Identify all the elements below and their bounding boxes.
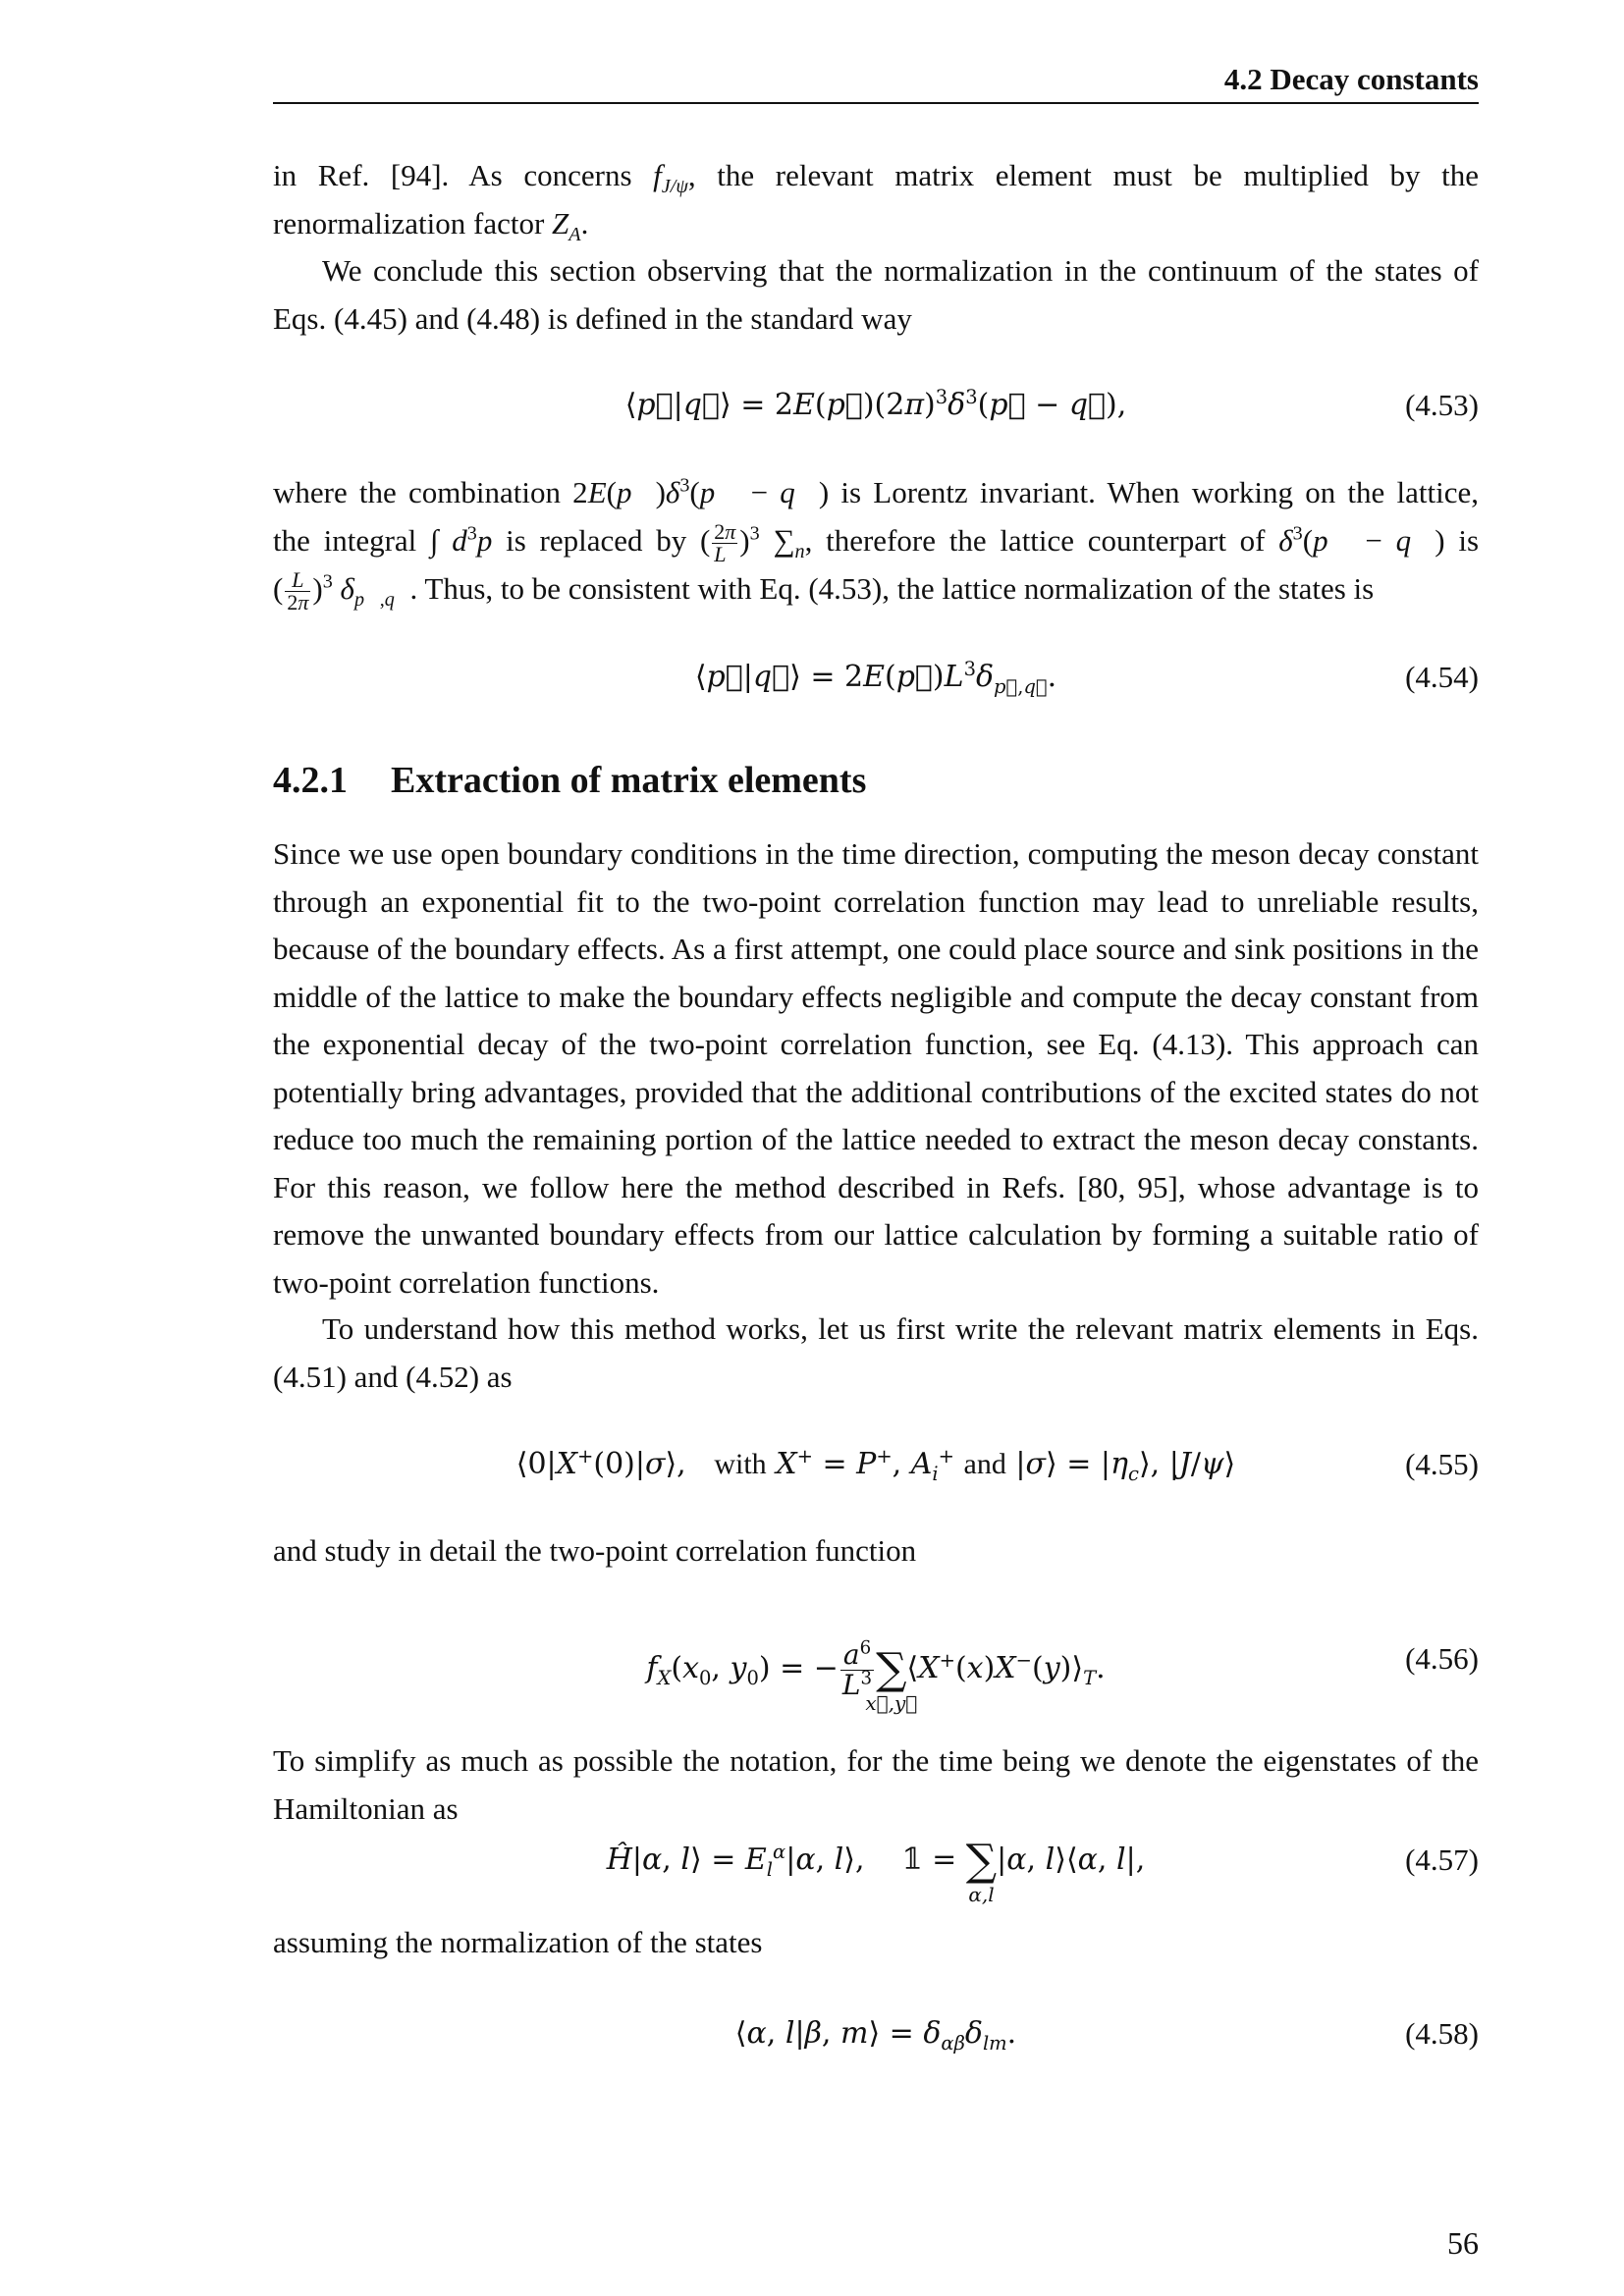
paragraph-3 <box>273 469 1479 614</box>
running-header: 4.2 Decay constants <box>273 57 1479 104</box>
equation-4-55-body: ⟨0|X+(0)|σ⟩, with X+ = P+, $A_i^+$ and |σ⟩ = $|\eta_c⟩$, |J/ψ⟩ <box>515 1445 1236 1485</box>
equation-4-58-body: ⟨α, l|β, m⟩ = $\delta_{\alpha\beta}\delta_{lm}$. <box>734 2016 1017 2055</box>
paragraph-1: in Ref. [94]. As concerns $f_{J/\psi}$, the relevant matrix element must be multiplied by the renormalization factor $Z_A$. <box>273 158 1479 245</box>
paragraph-3-line-2: the integral ∫ $d^3p$ is replaced by ( $\frac{2\pi}{L}$ )$^3$ $\sum_n$, therefore the lattice counterpart of $\delta^3(p⃗$ − q⃗) is <box>273 518 1480 566</box>
paragraph-2: We conclude this section observing that the normalization in the continuum of the states of Eqs. (4.45) and (4.48) is defined in the standard way <box>273 253 1479 336</box>
section-number: 4.2.1 <box>273 760 348 801</box>
paragraph-4: Since we use open boundary conditions in the time direction, computing the meson decay constant through an exponential fit to the two-point correlation function may lead to unreliable results, because of the boundary effects. As a first attempt, one could place source and sink positions in the middle of the lattice to make the boundary effects negligible and compute the decay constant from the exponential decay of the two-point correlation function, see Eq. (4.13). This approach can potentially bring advantages, provided that the additional contributions of the excited states do not reduce too much the remaining portion of the lattice needed to extract the meson decay constants. For this reason, we follow here the method described in Refs. [80, 95], whose advantage is to remove the unwanted boundary effects from our lattice calculation by forming a suitable ratio of two-point correlation functions. <box>273 836 1479 1300</box>
paragraph-6: and study in detail the two-point correlation function <box>273 1533 917 1568</box>
equation-number: (4.56) <box>1405 1641 1479 1676</box>
paragraph-8: assuming the normalization of the states <box>273 1925 763 1959</box>
equation-4-57-body: Ĥ|α, l⟩ = $E_l^\alpha|\alpha$, l⟩, 𝟙 = ∑ α,l |α, l⟩⟨α, l|, <box>606 1836 1146 1906</box>
equation-4-55 <box>273 1435 1479 1494</box>
equation-4-58 <box>273 2004 1479 2063</box>
equation-4-54 <box>273 648 1479 707</box>
equation-4-53-body: ⟨p⃗|q⃗⟩ = $2E(p⃗)(2\pi)^3\delta^3(p⃗$ − q⃗), <box>624 386 1127 422</box>
equation-4-56 <box>273 1625 1479 1713</box>
equation-4-54-body: ⟨p⃗|q⃗⟩ = $2E(p⃗)L^3\delta_{p⃗,q⃗}$. <box>694 658 1057 698</box>
paragraph-3-line-1: where the combination $2E(p⃗)\delta^3(p⃗$ − q⃗) is Lorentz invariant. When working on the lattice, <box>273 474 1479 509</box>
page-number: 56 <box>1447 2225 1479 2261</box>
equation-number: (4.55) <box>1405 1447 1479 1481</box>
summation: ∑ x⃗,y⃗ <box>865 1644 918 1715</box>
equation-number: (4.57) <box>1405 1842 1479 1877</box>
equation-4-56-body: $f_X(x_0$, $y_0$) = − $\frac{a^6}{L^3}$ ∑ x⃗,y⃗ $⟨X^+(x)X^-(y)⟩_T$. <box>646 1637 1106 1715</box>
equation-4-57 <box>273 1826 1479 1904</box>
section-title: Extraction of matrix elements <box>391 760 867 801</box>
equation-number: (4.54) <box>1405 660 1479 694</box>
equation-4-53 <box>273 376 1479 435</box>
paragraph-7: To simplify as much as possible the notation, for the time being we denote the eigenstates of the Hamiltonian as <box>273 1743 1479 1826</box>
section-heading <box>273 756 1479 805</box>
summation: ∑ α,l <box>965 1836 998 1906</box>
paragraph-3-line-3: ( $\frac{L}{2\pi}$ )$^3$ $\delta_{p⃗,q⃗}$. Thus, to be consistent with Eq. (4.53), the lattice normalization of the states is <box>273 567 1375 615</box>
paragraph-5: To understand how this method works, let us first write the relevant matrix elements in Eqs. (4.51) and (4.52) as <box>273 1311 1479 1394</box>
equation-number: (4.58) <box>1405 2016 1479 2051</box>
equation-number: (4.53) <box>1405 388 1479 422</box>
